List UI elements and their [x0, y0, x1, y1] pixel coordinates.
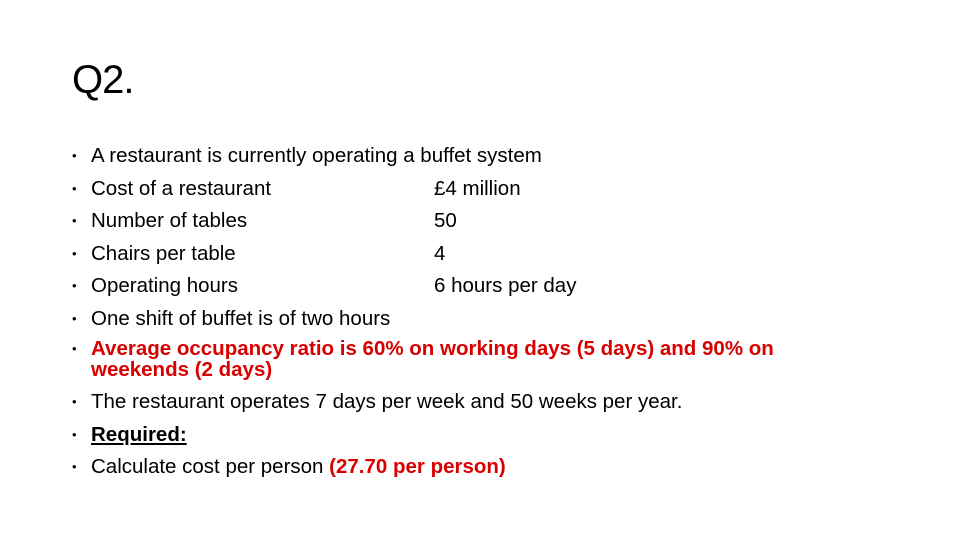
bullet-value: 50 [434, 209, 457, 232]
bullet-icon: • [72, 278, 77, 293]
slide-title: Q2. [72, 58, 134, 102]
bullet-item [72, 303, 932, 336]
bullet-text: The restaurant operates 7 days per week and 50 weeks per year. [91, 390, 683, 413]
bullet-item [72, 140, 932, 173]
bullet-label: Number of tables [91, 209, 248, 232]
bullet-item-required [72, 419, 932, 452]
bullet-item [72, 173, 932, 206]
bullet-text: Average occupancy ratio is 60% on working days (5 days) and 90% on weekends (2 days) [91, 337, 774, 381]
bullet-item [72, 205, 932, 238]
bullet-value: 6 hours per day [434, 274, 577, 297]
bullet-icon: • [72, 148, 77, 163]
bullet-icon: • [72, 394, 77, 409]
question-text: Calculate cost per person [91, 455, 330, 478]
bullet-item [72, 386, 932, 419]
bullet-value: 4 [434, 241, 446, 265]
bullet-icon: • [72, 426, 77, 442]
required-heading: Required: [91, 422, 187, 446]
bullet-text: One shift of buffet is of two hours [91, 306, 391, 330]
bullet-icon: • [72, 459, 77, 474]
answer-text: (27.70 per person) [329, 455, 506, 478]
bullet-icon: • [72, 213, 77, 228]
bullet-icon: • [72, 245, 77, 261]
bullet-label: Chairs per table [91, 241, 236, 265]
bullet-icon: • [72, 180, 77, 196]
bullet-icon: • [72, 341, 77, 356]
bullet-label: Operating hours [91, 274, 239, 297]
bullet-label: Cost of a restaurant [91, 176, 272, 200]
bullet-list [72, 140, 932, 484]
bullet-item-question [72, 451, 932, 484]
bullet-item [72, 238, 932, 271]
bullet-value: £4 million [434, 176, 521, 200]
bullet-text: A restaurant is currently operating a buffet system [91, 144, 542, 167]
bullet-icon: • [72, 310, 77, 326]
bullet-item-occupancy [72, 335, 851, 386]
bullet-item [72, 270, 932, 303]
